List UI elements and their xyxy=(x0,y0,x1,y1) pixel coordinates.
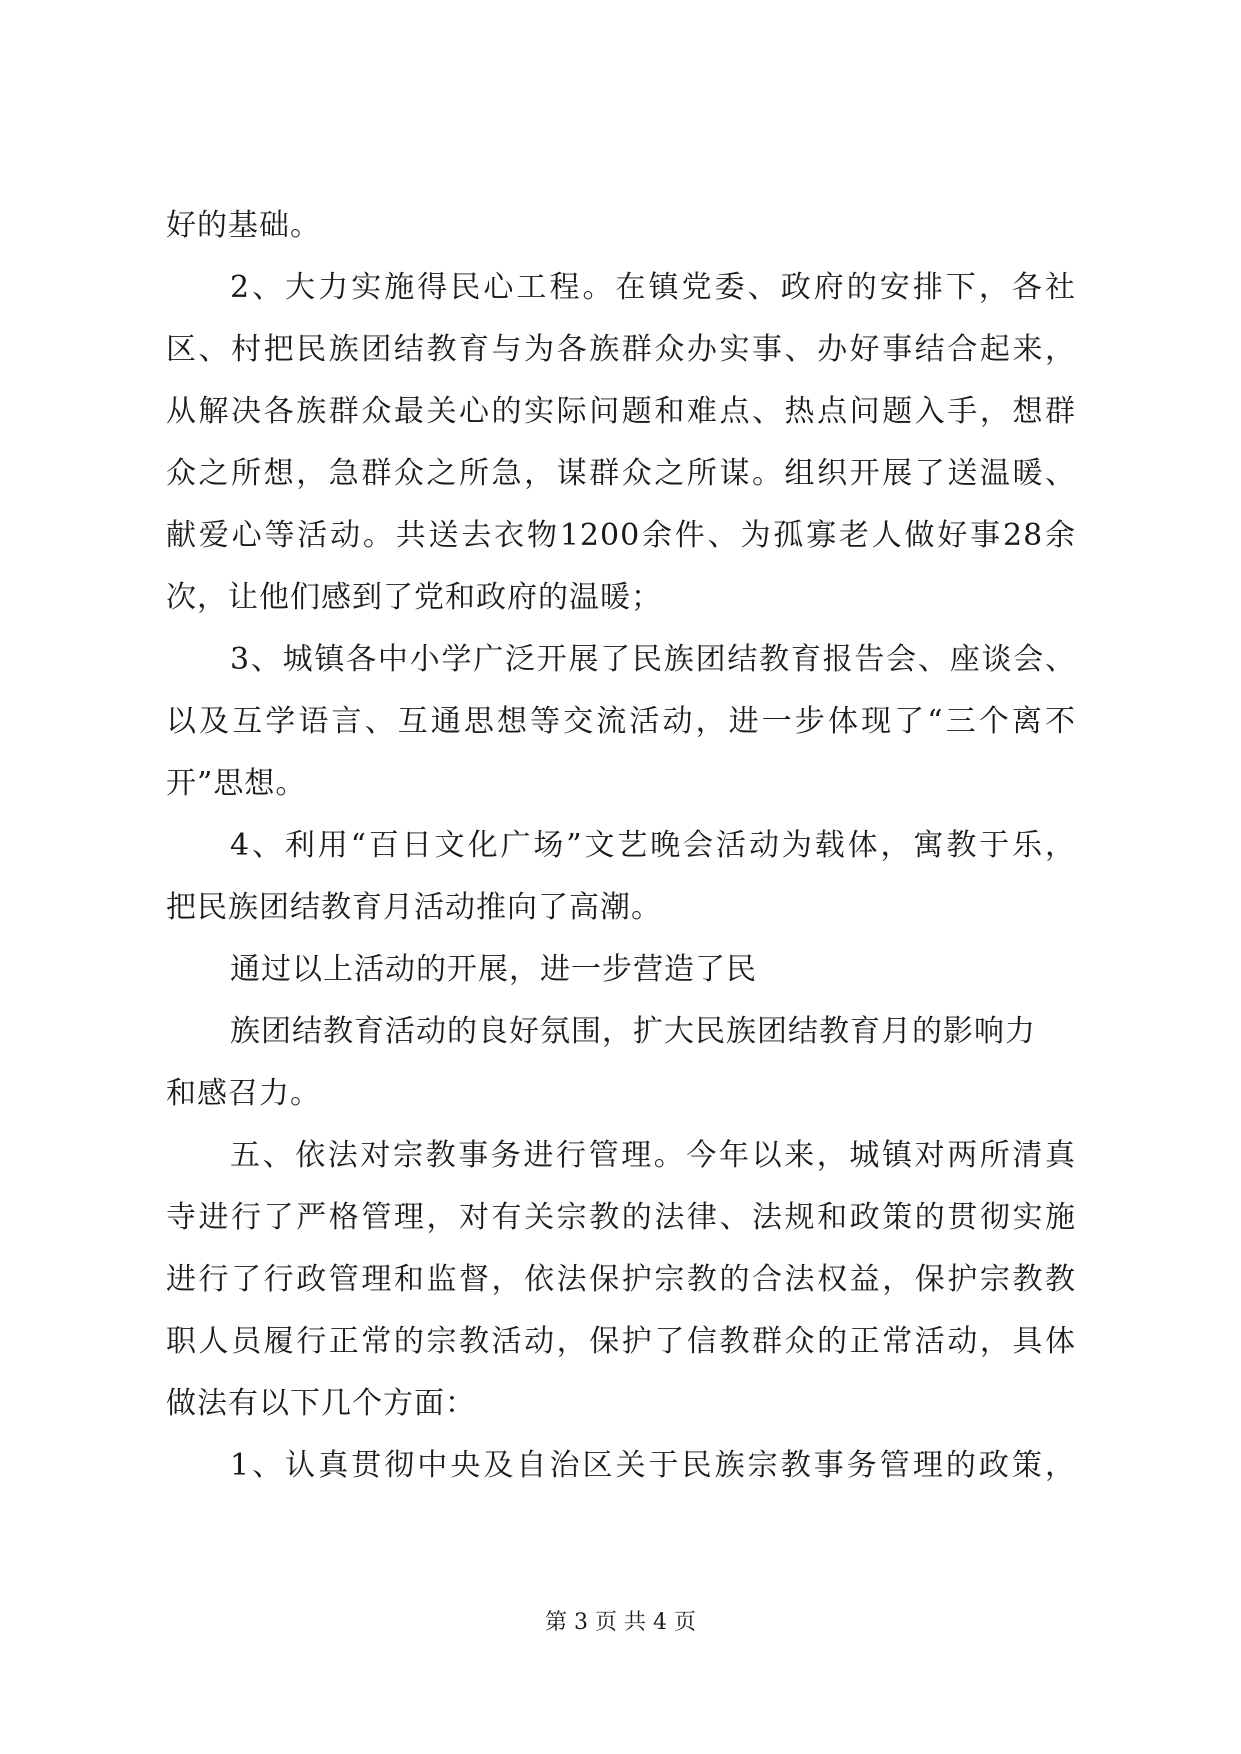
text-line: 好的基础。 xyxy=(166,208,321,243)
text-line: 3、城镇各中小学广泛开展了民族团结教育报告会、座谈会、 xyxy=(230,642,1076,677)
text-line: 众之所想，急群众之所急，谋群众之所谋。组织开展了送温暖、 xyxy=(166,456,1076,491)
text-line: 五、依法对宗教事务进行管理。今年以来，城镇对两所清真 xyxy=(230,1138,1076,1173)
text-line: 和感召力。 xyxy=(166,1076,321,1111)
text-line: 职人员履行正常的宗教活动，保护了信教群众的正常活动，具体 xyxy=(166,1324,1076,1359)
text-line: 开”思想。 xyxy=(166,766,307,801)
text-line: 2、大力实施得民心工程。在镇党委、政府的安排下，各社 xyxy=(230,270,1076,305)
text-line: 1、认真贯彻中央及自治区关于民族宗教事务管理的政策， xyxy=(230,1448,1076,1483)
text-line: 献爱心等活动。共送去衣物1200余件、为孤寡老人做好事28余 xyxy=(166,518,1076,553)
text-line: 进行了行政管理和监督，依法保护宗教的合法权益，保护宗教教 xyxy=(166,1262,1076,1297)
text-line: 通过以上活动的开展，进一步营造了民 xyxy=(230,952,757,987)
text-line: 区、村把民族团结教育与为各族群众办实事、办好事结合起来， xyxy=(166,332,1076,367)
page-number-footer: 第 3 页 共 4 页 xyxy=(545,1610,696,1635)
text-line: 寺进行了严格管理，对有关宗教的法律、法规和政策的贯彻实施 xyxy=(166,1200,1076,1235)
text-line: 把民族团结教育月活动推向了高潮。 xyxy=(166,890,662,925)
text-line: 以及互学语言、互通思想等交流活动，进一步体现了“三个离不 xyxy=(166,704,1076,739)
text-line: 做法有以下几个方面： xyxy=(166,1386,476,1421)
text-line: 次，让他们感到了党和政府的温暖； xyxy=(166,580,662,615)
text-line: 族团结教育活动的良好氛围，扩大民族团结教育月的影响力 xyxy=(230,1014,1036,1049)
text-line: 从解决各族群众最关心的实际问题和难点、热点问题入手，想群 xyxy=(166,394,1076,429)
text-line: 4、利用“百日文化广场”文艺晚会活动为载体，寓教于乐， xyxy=(230,828,1076,863)
